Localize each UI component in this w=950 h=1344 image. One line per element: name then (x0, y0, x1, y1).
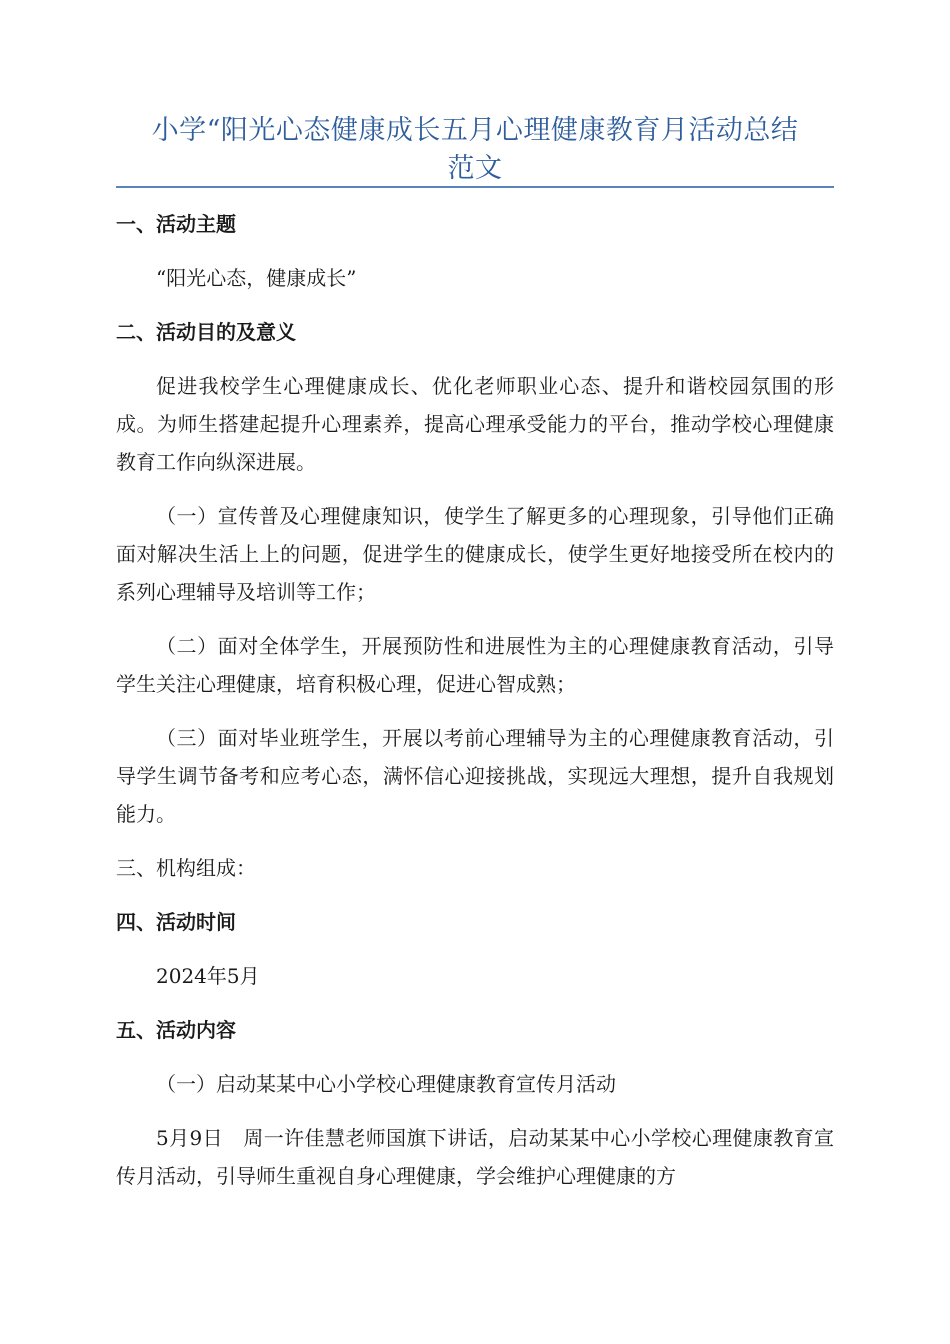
section-heading-time: 四、活动时间 (116, 910, 236, 934)
purpose-item-1: （一）宣传普及心理健康知识，使学生了解更多的心理现象，引导他们正确面对解决生活上上的问题，促进学生的健康成长，使学生更好地接受所在校内的系列心理辅导及培训等工作； (116, 504, 834, 604)
theme-text: “阳光心态，健康成长” (156, 266, 357, 290)
section-heading-organization: 三、机构组成： (116, 856, 256, 880)
purpose-item-2: （二）面对全体学生，开展预防性和进展性为主的心理健康教育活动，引导学生关注心理健康，培育积极心理，促进心智成熟； (116, 634, 834, 696)
section-heading-content: 五、活动内容 (116, 1018, 236, 1042)
purpose-item-3: （三）面对毕业班学生，开展以考前心理辅导为主的心理健康教育活动，引导学生调节备考和应考心态，满怀信心迎接挑战，实现远大理想，提升自我规划能力。 (116, 726, 834, 826)
title-underline (116, 186, 834, 188)
purpose-paragraph: 促进我校学生心理健康成长、优化老师职业心态、提升和谐校园氛围的形成。为师生搭建起提升心理素养，提高心理承受能力的平台，推动学校心理健康教育工作向纵深进展。 (116, 374, 834, 474)
time-text: 2024年5月 (156, 964, 260, 988)
content-subheading-1: （一）启动某某中心小学校心理健康教育宣传月活动 (156, 1072, 616, 1096)
document-title (116, 112, 834, 188)
content-paragraph-1: 5月9日 周一许佳慧老师国旗下讲话，启动某某中心小学校心理健康教育宣传月活动，引导师生重视自身心理健康，学会维护心理健康的方 (116, 1126, 834, 1188)
document-title-line-1: 小学“阳光心态健康成长五月心理健康教育月活动总结 (151, 115, 799, 146)
document-title-line-2: 范文 (447, 153, 503, 184)
section-heading-purpose: 二、活动目的及意义 (116, 320, 296, 344)
section-heading-theme: 一、活动主题 (116, 212, 236, 236)
document-body (116, 205, 834, 1211)
